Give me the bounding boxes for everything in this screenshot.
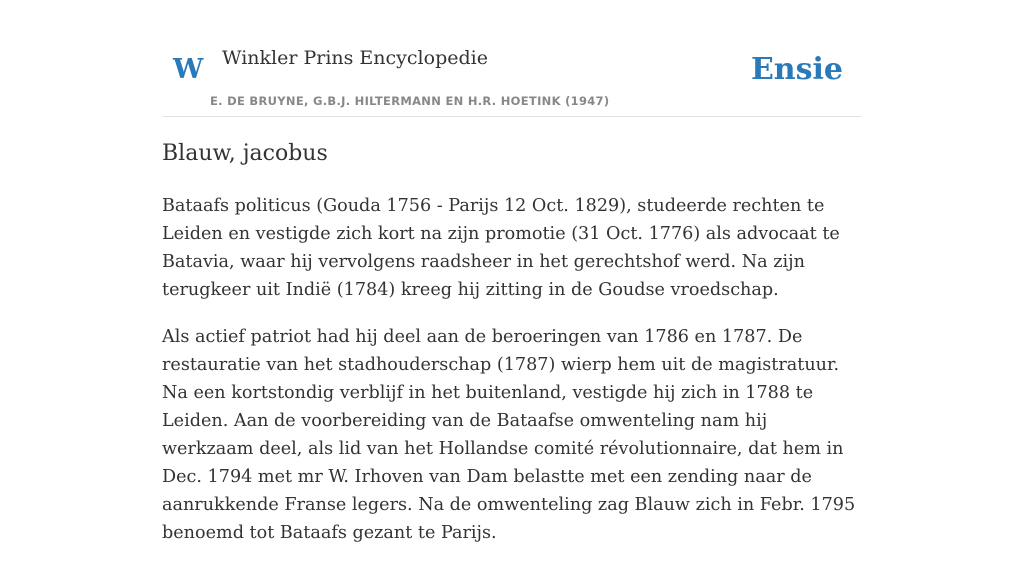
source-header (162, 0, 862, 117)
entry-title: Blauw, jacobus (162, 141, 328, 166)
article-page (162, 0, 862, 543)
ensie-logo[interactable]: Ensie (750, 52, 843, 87)
source-title-link[interactable]: Winkler Prins Encyclopedie (222, 47, 488, 69)
entry-body (162, 192, 862, 566)
source-logo-icon[interactable]: W (173, 54, 204, 85)
entry-paragraph: Bataafs politicus (Gouda 1756 - Parijs 12 Oct. 1829), studeerde rechten te Leiden en vestigde zich kort na zijn promotie (31 Oct. 1776) als advocaat te Batavia, waar hij vervolgens raadsheer in het gerechtshof werd. Na zijn terugkeer uit Indië (1784) kreeg hij zitting in de Goudse vroedschap. (162, 196, 840, 300)
source-authors: E. DE BRUYNE, G.B.J. HILTERMANN EN H.R. HOETINK (1947) (210, 94, 610, 108)
entry-paragraph: Als actief patriot had hij deel aan de beroeringen van 1786 en 1787. De restauratie van het stadhouderschap (1787) wierp hem uit de magistratuur. Na een kortstondig verblijf in het buitenland, vestigde hij zich in 1788 te Leiden. Aan de voorbereiding van de Bataafse omwenteling nam hij werkzaam deel, als lid van het Hollandse comité révolutionnaire, dat hem in Dec. 1794 met mr W. Irhoven van Dam belastte met een zending naar de aanrukkende Franse legers. Na de omwenteling zag Blauw zich in Febr. 1795 benoemd tot Bataafs gezant te Parijs. (162, 327, 856, 543)
